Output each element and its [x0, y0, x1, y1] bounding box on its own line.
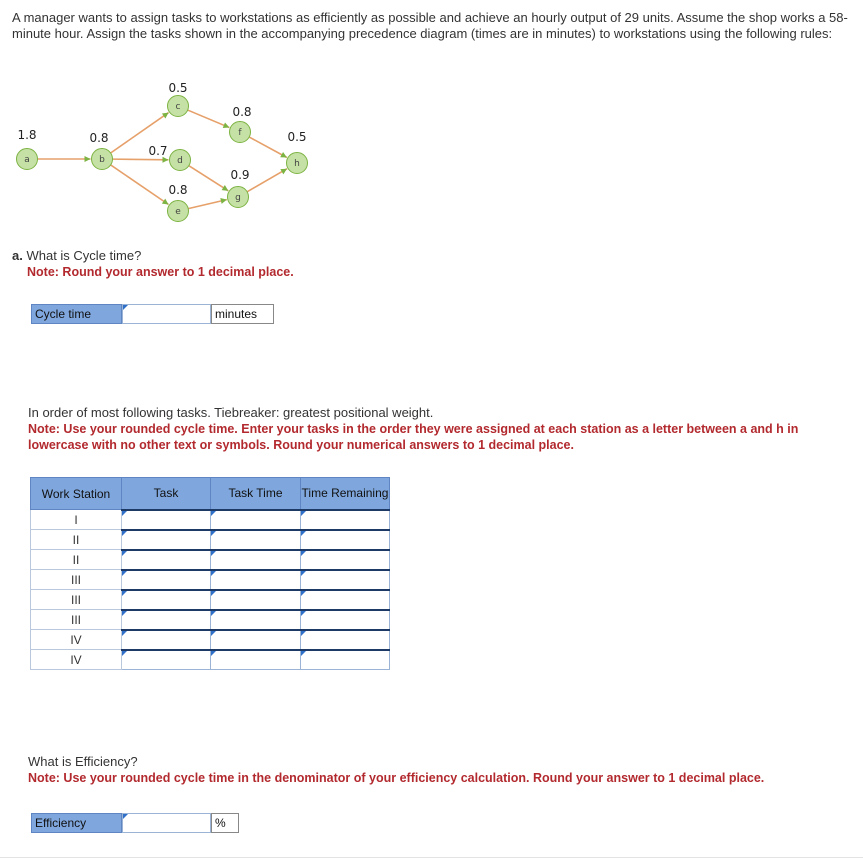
part-a-question-text: What is Cycle time? [26, 248, 142, 263]
diagram-edges [38, 110, 288, 209]
node-label-c: c [175, 102, 181, 112]
time-remaining-input[interactable] [301, 550, 390, 570]
cycle-time-label: Cycle time [31, 304, 122, 324]
task-input[interactable] [122, 590, 211, 610]
task-input[interactable] [122, 610, 211, 630]
node-time-g: 0.9 [230, 168, 250, 182]
efficiency-label: Efficiency [31, 813, 122, 833]
table-row [31, 570, 390, 590]
work-station-cell: II [31, 550, 122, 570]
task-time-input[interactable] [211, 610, 301, 630]
task-time-input[interactable] [211, 590, 301, 610]
node-label-b: b [99, 155, 105, 165]
node-label-a: a [24, 155, 30, 165]
work-station-cell: I [31, 510, 122, 530]
efficiency-row [31, 813, 239, 833]
time-remaining-input[interactable] [301, 610, 390, 630]
table-row [31, 590, 390, 610]
task-time-input[interactable] [211, 510, 301, 530]
efficiency-question [28, 754, 764, 786]
node-label-h: h [294, 159, 300, 169]
task-input[interactable] [122, 570, 211, 590]
node-time-b: 0.8 [89, 131, 109, 145]
instructions-text: In order of most following tasks. Tiebreaker: greatest positional weight. [28, 405, 434, 420]
table-body [31, 510, 390, 670]
node-time-f: 0.8 [232, 105, 252, 119]
node-time-d: 0.7 [148, 144, 168, 158]
table-row [31, 630, 390, 650]
cycle-time-row [31, 304, 274, 324]
task-time-input[interactable] [211, 650, 301, 670]
part-a-note: Note: Round your answer to 1 decimal place. [27, 265, 294, 279]
edge-c-f [188, 110, 230, 127]
task-time-input[interactable] [211, 570, 301, 590]
time-remaining-input[interactable] [301, 570, 390, 590]
table-row [31, 650, 390, 670]
edge-b-d [112, 159, 168, 160]
efficiency-question-text: What is Efficiency? [28, 754, 138, 769]
work-station-cell: III [31, 610, 122, 630]
table-row [31, 610, 390, 630]
node-label-d: d [177, 156, 183, 166]
problem-intro: A manager wants to assign tasks to workstations as efficiently as possible and achieve an hourly output of 29 units. Assume the shop works a 58-minute hour. Assign the tasks shown in the accompanying precedence diagram (times are in minutes) to workstations using the following rules: [12, 10, 848, 41]
node-time-h: 0.5 [287, 130, 307, 144]
work-station-cell: IV [31, 630, 122, 650]
edge-d-g [189, 166, 228, 191]
table-row [31, 550, 390, 570]
cycle-time-input[interactable] [122, 304, 211, 324]
efficiency-unit: % [211, 813, 239, 833]
edge-f-h [249, 137, 287, 157]
arrowhead-b-c [162, 113, 169, 119]
task-time-input[interactable] [211, 630, 301, 650]
instructions [28, 405, 858, 453]
time-remaining-input[interactable] [301, 590, 390, 610]
task-time-input[interactable] [211, 550, 301, 570]
header-task: Task [122, 478, 211, 510]
instructions-note: Note: Use your rounded cycle time. Enter your tasks in the order they were assigned at each station as a letter between a and h in lowercase with no other text or symbols. Round your numerical answers to 1 decimal place. [28, 422, 799, 452]
arrowhead-e-g [220, 198, 227, 204]
header-time-remaining: Time Remaining [301, 478, 390, 510]
work-station-cell: IV [31, 650, 122, 670]
node-time-c: 0.5 [168, 81, 188, 95]
node-label-e: e [175, 207, 181, 217]
table-row [31, 530, 390, 550]
header-task-time: Task Time [211, 478, 301, 510]
task-time-input[interactable] [211, 530, 301, 550]
task-input[interactable] [122, 650, 211, 670]
task-input[interactable] [122, 510, 211, 530]
part-a-label: a. [12, 248, 23, 263]
time-remaining-input[interactable] [301, 650, 390, 670]
edge-b-e [111, 165, 169, 205]
edge-g-h [247, 169, 287, 192]
header-work-station: Work Station [31, 478, 122, 510]
precedence-diagram [0, 75, 340, 235]
efficiency-note: Note: Use your rounded cycle time in the denominator of your efficiency calculation. Round your answer to 1 decimal place. [28, 771, 765, 785]
work-station-cell: III [31, 590, 122, 610]
workstation-table [30, 477, 390, 670]
time-remaining-input[interactable] [301, 530, 390, 550]
work-station-cell: III [31, 570, 122, 590]
node-time-a: 1.8 [17, 128, 37, 142]
node-time-e: 0.8 [168, 183, 188, 197]
node-label-g: g [235, 193, 241, 203]
task-input[interactable] [122, 530, 211, 550]
part-a-question [12, 248, 294, 280]
task-input[interactable] [122, 630, 211, 650]
arrowhead-a-b [85, 156, 91, 162]
task-input[interactable] [122, 550, 211, 570]
cycle-time-unit: minutes [211, 304, 274, 324]
work-station-cell: II [31, 530, 122, 550]
time-remaining-input[interactable] [301, 630, 390, 650]
efficiency-input[interactable] [122, 813, 211, 833]
page-divider [0, 857, 863, 858]
table-row [31, 510, 390, 530]
table-header-row [31, 478, 390, 510]
time-remaining-input[interactable] [301, 510, 390, 530]
node-label-f: f [238, 128, 242, 138]
